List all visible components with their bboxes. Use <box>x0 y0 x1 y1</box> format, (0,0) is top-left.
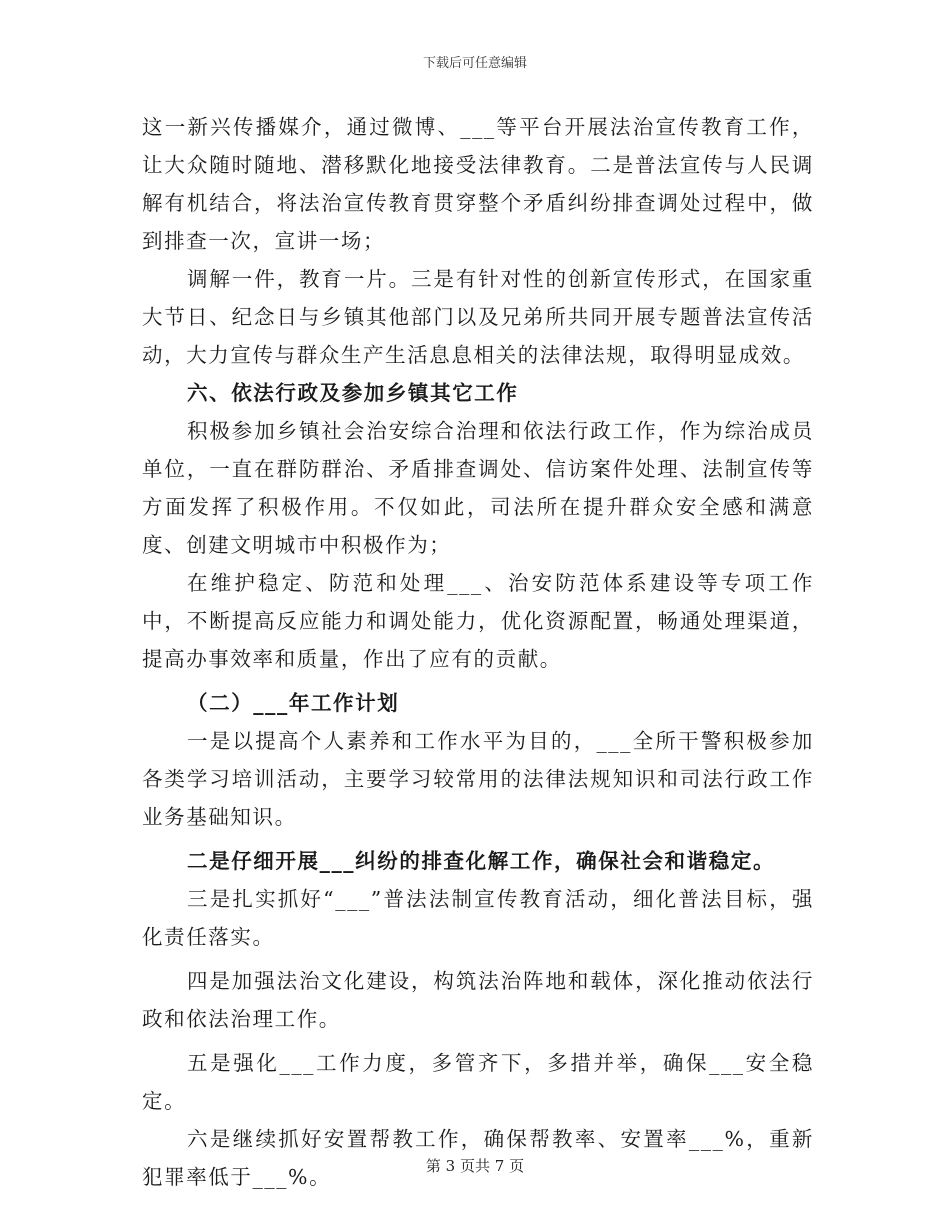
paragraph-continuation: 这一新兴传播媒介，通过微博、___等平台开展法治宣传教育工作，让大众随时随地、潜移默化地接受法律教育。二是普法宣传与人民调解有机结合，将法治宣传教育贯穿整个矛盾纠纷排查调处过程中，做到排查一次，宣讲一场； <box>142 115 814 253</box>
plan-item-1: 一是以提高个人素养和工作水平为目的，___全所干警积极参加各类学习培训活动，主要学习较常用的法律法规知识和司法行政工作业务基础知识。 <box>142 729 814 829</box>
plan-item-4: 四是加强法治文化建设，构筑法治阵地和载体，深化推动依法行政和依法治理工作。 <box>142 969 814 1031</box>
paragraph-governance: 积极参加乡镇社会治安综合治理和依法行政工作，作为综治成员单位，一直在群防群治、矛盾排查调处、信访案件处理、法制宣传等方面发挥了积极作用。不仅如此，司法所在提升群众安全感和满意度、创建文明城市中积极作为； <box>142 419 814 557</box>
plan-item-6: 六是继续抓好安置帮教工作，确保帮教率、安置率___%，重新犯罪率低于___%。 <box>142 1127 814 1189</box>
paragraph-stability: 在维护稳定、防范和处理___、治安防范体系建设等专项工作中，不断提高反应能力和调处能力，优化资源配置，畅通处理渠道，提高办事效率和质量，作出了应有的贡献。 <box>142 571 814 671</box>
document-body <box>142 108 814 1196</box>
page-footer: 第 3 页共 7 页 <box>425 1157 525 1175</box>
page-header: 下载后可任意编辑 <box>422 56 527 71</box>
paragraph-mediation: 调解一件，教育一片。三是有针对性的创新宣传形式，在国家重大节日、纪念日与乡镇其他部门以及兄弟所共同开展专题普法宣传活动，大力宣传与群众生产生活息息相关的法律法规，取得明显成效。 <box>142 267 814 367</box>
section-heading-six: 六、依法行政及参加乡镇其它工作 <box>187 381 519 405</box>
plan-item-3: 三是扎实抓好“___”普法法制宣传教育活动，细化普法目标，强化责任落实。 <box>142 887 814 949</box>
plan-item-5: 五是强化___工作力度，多管齐下，多措并举，确保___安全稳定。 <box>142 1051 814 1113</box>
plan-item-2: 二是仔细开展___纠纷的排查化解工作，确保社会和谐稳定。 <box>187 849 776 873</box>
section-heading-plan: （二）___年工作计划 <box>187 691 400 715</box>
